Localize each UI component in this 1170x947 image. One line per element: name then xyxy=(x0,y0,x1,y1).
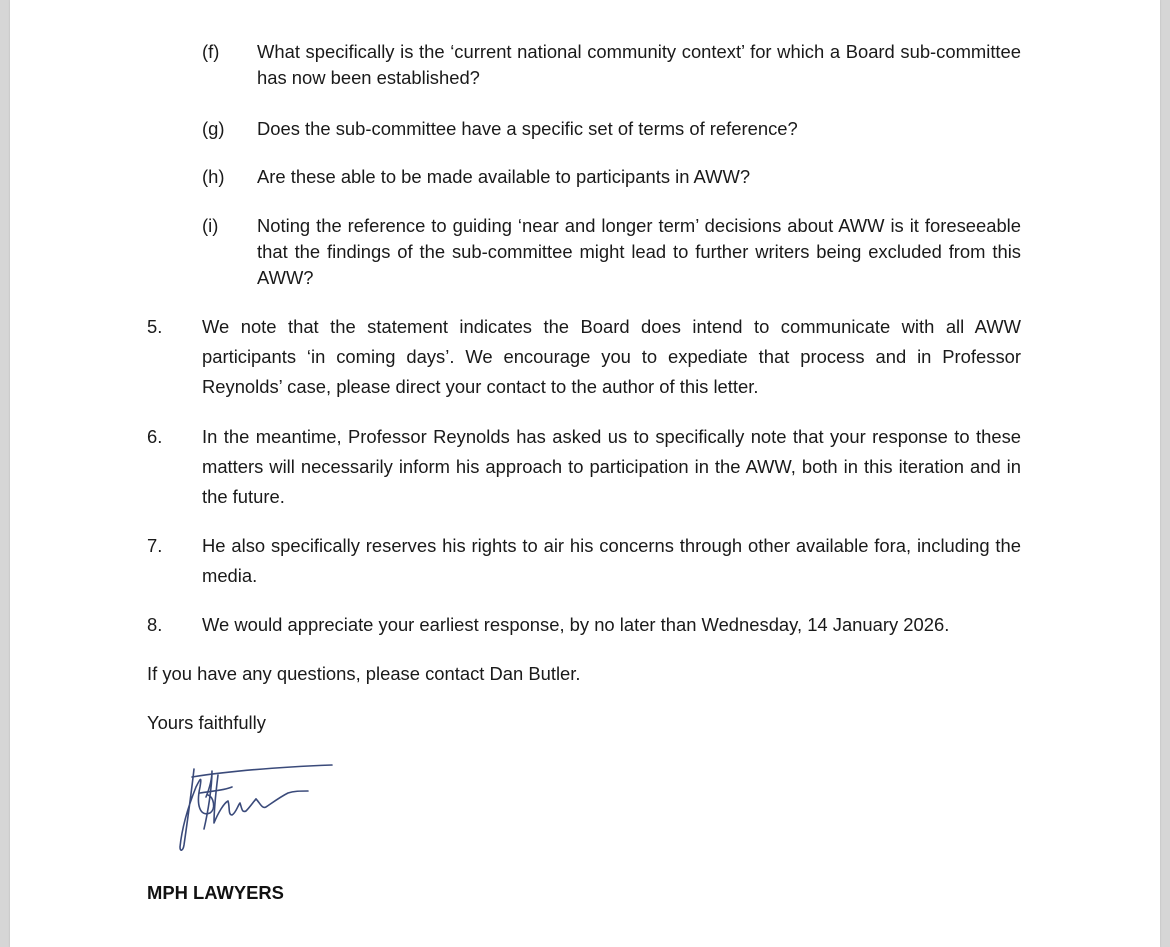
sub-item-label-g: (g) xyxy=(202,118,225,139)
signature-icon xyxy=(170,757,340,857)
closing-salutation: Yours faithfully xyxy=(147,712,266,733)
sub-item-text-f: What specifically is the ‘current national community context’ for which a Board sub-committee has now been established? xyxy=(257,41,1021,88)
item-text-7: He also specifically reserves his rights to air his concerns through other available fora, including the media. xyxy=(202,535,1021,586)
item-text-5: We note that the statement indicates the Board does intend to communicate with all AWW participants ‘in coming days’. We encourage you to expediate that process and in Professor Reynolds’ case, please direct your contact to the author of this letter. xyxy=(202,316,1021,397)
item-text-6: In the meantime, Professor Reynolds has asked us to specifically note that your response to these matters will necessarily inform his approach to participation in the AWW, both in this iteration and in the future. xyxy=(202,426,1021,507)
item-text-8: We would appreciate your earliest response, by no later than Wednesday, 14 January 2026. xyxy=(202,614,950,635)
firm-name: MPH LAWYERS xyxy=(147,882,284,903)
sub-item-label-f: (f) xyxy=(202,41,220,62)
item-number-5: 5. xyxy=(147,316,163,337)
item-number-6: 6. xyxy=(147,426,163,447)
sub-item-text-g: Does the sub-committee have a specific set of terms of reference? xyxy=(257,118,798,139)
sub-item-label-i: (i) xyxy=(202,215,219,236)
sub-item-text-h: Are these able to be made available to participants in AWW? xyxy=(257,166,751,187)
sub-item-label-h: (h) xyxy=(202,166,225,187)
item-number-8: 8. xyxy=(147,614,163,635)
item-number-7: 7. xyxy=(147,535,163,556)
letter-page xyxy=(10,0,1160,947)
sub-item-text-i: Noting the reference to guiding ‘near and longer term’ decisions about AWW is it foreseeable that the findings of the sub-committee might lead to further writers being excluded from this AWW? xyxy=(257,215,1021,288)
questions-line: If you have any questions, please contact Dan Butler. xyxy=(147,663,581,684)
